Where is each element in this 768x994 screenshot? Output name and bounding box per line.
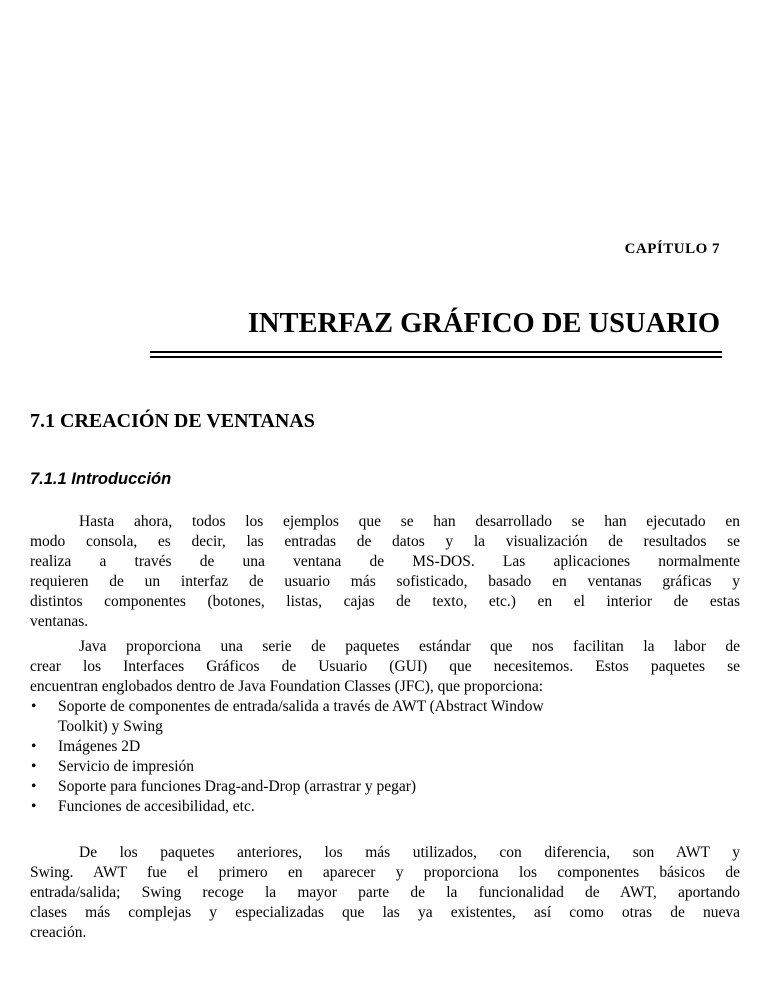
section-title: 7.1 CREACIÓN DE VENTANAS: [30, 410, 315, 432]
list-item: [30, 757, 740, 777]
title-rule-top: [150, 351, 722, 353]
bullet-icon: •: [31, 738, 37, 755]
paragraph-line: crear los Interfaces Gráficos de Usuario (GUI) que necesitemos. Estos paquetes se: [30, 658, 740, 675]
bullet-icon: •: [31, 798, 37, 815]
paragraph-awt-swing: [30, 843, 740, 943]
paragraph-java-packages: [30, 637, 740, 697]
paragraph-line: modo consola, es decir, las entradas de datos y la visualización de resultados se: [30, 533, 740, 550]
paragraph-line: encuentran englobados dentro de Java Foundation Classes (JFC), que proporciona:: [30, 678, 544, 695]
list-item-text: Servicio de impresión: [58, 758, 195, 775]
paragraph-line: entrada/salida; Swing recoge la mayor parte de la funcionalidad de AWT, aportando: [30, 884, 740, 901]
list-item: [30, 697, 740, 737]
list-item-text: Toolkit) y Swing: [58, 718, 163, 735]
list-item-text: Soporte de componentes de entrada/salida a través de AWT (Abstract Window: [58, 698, 544, 715]
paragraph-line: creación.: [30, 924, 87, 941]
paragraph-line: Hasta ahora, todos los ejemplos que se han desarrollado se han ejecutado en: [79, 513, 740, 530]
list-item-text: Soporte para funciones Drag-and-Drop (arrastrar y pegar): [58, 778, 417, 795]
paragraph-line: Swing. AWT fue el primero en aparecer y proporciona los componentes básicos de: [30, 864, 740, 881]
bullet-icon: •: [31, 758, 37, 775]
paragraph-line: requieren de un interfaz de usuario más sofisticado, basado en ventanas gráficas y: [30, 573, 740, 590]
list-item: [30, 797, 740, 817]
bullet-icon: •: [31, 698, 37, 715]
chapter-label: CAPÍTULO 7: [624, 241, 720, 257]
paragraph-line: ventanas.: [30, 613, 89, 630]
list-item: [30, 777, 740, 797]
title-rule-bottom: [150, 356, 722, 358]
chapter-title: INTERFAZ GRÁFICO DE USUARIO: [247, 308, 720, 339]
paragraph-line: De los paquetes anteriores, los más utilizados, con diferencia, son AWT y: [79, 844, 740, 861]
paragraph-line: Java proporciona una serie de paquetes estándar que nos facilitan la labor de: [79, 638, 740, 655]
list-item-text: Imágenes 2D: [58, 738, 141, 755]
jfc-feature-list: [30, 697, 740, 817]
subsection-title: 7.1.1 Introducción: [30, 470, 172, 488]
paragraph-introduction: [30, 512, 740, 632]
paragraph-line: realiza a través de una ventana de MS-DOS. Las aplicaciones normalmente: [30, 553, 740, 570]
list-item-text: Funciones de accesibilidad, etc.: [58, 798, 255, 815]
bullet-icon: •: [31, 778, 37, 795]
list-item: [30, 737, 740, 757]
paragraph-line: distintos componentes (botones, listas, cajas de texto, etc.) en el interior de estas: [30, 593, 740, 610]
paragraph-line: clases más complejas y especializadas que las ya existentes, así como otras de nueva: [30, 904, 740, 921]
